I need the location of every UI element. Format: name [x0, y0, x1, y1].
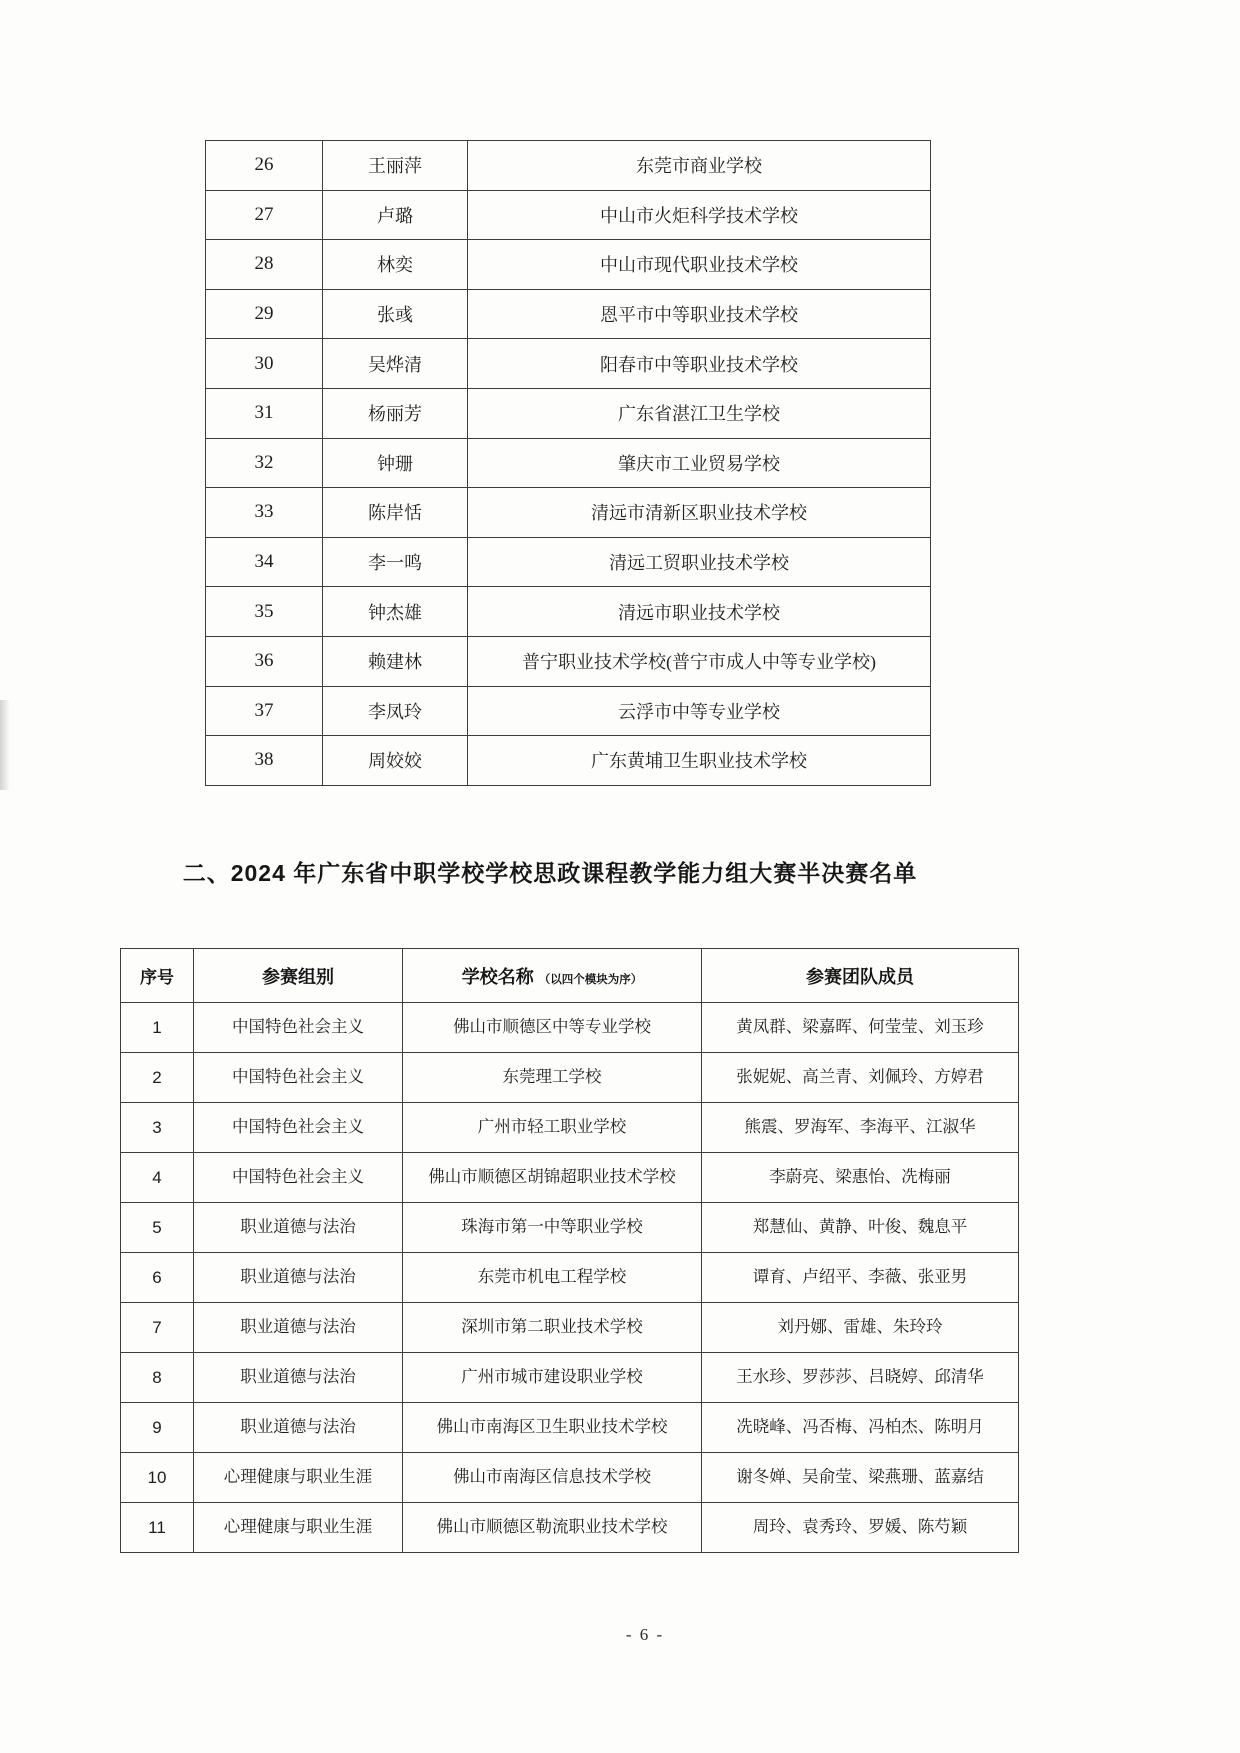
row-number: 34 — [206, 537, 323, 587]
row-number: 2 — [121, 1053, 194, 1103]
contestant-name: 林奕 — [323, 240, 468, 290]
table-row — [206, 190, 931, 240]
school-name: 清远市职业技术学校 — [468, 587, 931, 637]
table-row — [206, 438, 931, 488]
row-number: 1 — [121, 1003, 194, 1053]
header-row — [121, 949, 1019, 1003]
row-number: 6 — [121, 1253, 194, 1303]
row-number: 26 — [206, 141, 323, 191]
school-name — [403, 1053, 702, 1103]
row-number: 9 — [121, 1403, 194, 1453]
group-name: 职业道德与法治 — [194, 1403, 403, 1453]
contestant-name: 钟杰雄 — [323, 587, 468, 637]
school-name: 清远工贸职业技术学校 — [468, 537, 931, 587]
school-name-text: 佛山市顺德区勒流职业技术学校 — [436, 1517, 668, 1537]
row-number: 5 — [121, 1203, 194, 1253]
school-name-text: 珠海市第一中等职业学校 — [461, 1217, 643, 1237]
row-number: 27 — [206, 190, 323, 240]
individual-table-body — [206, 141, 931, 786]
school-name — [403, 1403, 702, 1453]
group-name: 心理健康与职业生涯 — [194, 1453, 403, 1503]
school-name-text: 佛山市顺德区胡锦超职业技术学校 — [428, 1167, 676, 1187]
contestant-name: 李凤玲 — [323, 686, 468, 736]
table-row — [121, 1103, 1019, 1153]
contestant-name: 陈岸恬 — [323, 488, 468, 538]
school-name: 广东黄埔卫生职业技术学校 — [468, 736, 931, 786]
school-name-text: 深圳市第二职业技术学校 — [461, 1317, 643, 1337]
header-members: 参赛团队成员 — [702, 949, 1019, 1003]
school-name — [403, 1353, 702, 1403]
table-row — [206, 488, 931, 538]
school-name — [403, 1103, 702, 1153]
row-number: 38 — [206, 736, 323, 786]
group-name: 职业道德与法治 — [194, 1353, 403, 1403]
table-row — [206, 537, 931, 587]
row-number: 30 — [206, 339, 323, 389]
table-row — [206, 686, 931, 736]
team-members: 刘丹娜、雷雄、朱玲玲 — [702, 1303, 1019, 1353]
table-row — [121, 1153, 1019, 1203]
group-name: 职业道德与法治 — [194, 1303, 403, 1353]
row-number: 33 — [206, 488, 323, 538]
school-name: 普宁职业技术学校(普宁市成人中等专业学校) — [468, 636, 931, 686]
team-members: 冼晓峰、冯否梅、冯柏杰、陈明月 — [702, 1403, 1019, 1453]
table-row — [206, 141, 931, 191]
header-school-note: （以四个模块为序） — [538, 973, 643, 986]
individual-semifinal-table — [205, 140, 931, 786]
school-name: 中山市火炬科学技术学校 — [468, 190, 931, 240]
team-members: 张妮妮、高兰青、刘佩玲、方婷君 — [702, 1053, 1019, 1103]
school-name-text: 广州市城市建设职业学校 — [461, 1367, 643, 1387]
row-number: 28 — [206, 240, 323, 290]
team-table-header — [121, 949, 1019, 1003]
row-number: 10 — [121, 1453, 194, 1503]
table-row — [206, 240, 931, 290]
table-row — [121, 1403, 1019, 1453]
group-name: 心理健康与职业生涯 — [194, 1503, 403, 1553]
school-name-text: 东莞市机电工程学校 — [477, 1267, 627, 1287]
scan-artifact — [0, 700, 10, 790]
school-name — [403, 1253, 702, 1303]
contestant-name: 李一鸣 — [323, 537, 468, 587]
row-number: 7 — [121, 1303, 194, 1353]
table-row — [121, 1303, 1019, 1353]
table-row — [121, 1503, 1019, 1553]
row-number: 37 — [206, 686, 323, 736]
table-row — [206, 636, 931, 686]
row-number: 8 — [121, 1353, 194, 1403]
school-name: 云浮市中等专业学校 — [468, 686, 931, 736]
contestant-name: 周姣姣 — [323, 736, 468, 786]
group-name: 职业道德与法治 — [194, 1203, 403, 1253]
row-number: 3 — [121, 1103, 194, 1153]
row-number: 36 — [206, 636, 323, 686]
team-semifinal-table — [120, 948, 1019, 1553]
row-number: 11 — [121, 1503, 194, 1553]
table-row — [121, 1003, 1019, 1053]
team-members: 李蔚亮、梁惠怡、冼梅丽 — [702, 1153, 1019, 1203]
school-name — [403, 1003, 702, 1053]
row-number: 35 — [206, 587, 323, 637]
school-name-text: 佛山市南海区卫生职业技术学校 — [436, 1417, 668, 1437]
row-number: 29 — [206, 289, 323, 339]
school-name: 恩平市中等职业技术学校 — [468, 289, 931, 339]
school-name-text: 佛山市顺德区中等专业学校 — [453, 1017, 651, 1037]
team-members: 黄凤群、梁嘉晖、何莹莹、刘玉珍 — [702, 1003, 1019, 1053]
table-row — [206, 736, 931, 786]
header-no: 序号 — [121, 949, 194, 1003]
contestant-name: 赖建林 — [323, 636, 468, 686]
school-name — [403, 1453, 702, 1503]
school-name: 东莞市商业学校 — [468, 141, 931, 191]
group-name: 中国特色社会主义 — [194, 1153, 403, 1203]
header-school — [403, 949, 702, 1003]
group-name: 中国特色社会主义 — [194, 1103, 403, 1153]
header-school-label: 学校名称 — [461, 966, 534, 987]
contestant-name: 钟珊 — [323, 438, 468, 488]
team-members: 谭育、卢绍平、李薇、张亚男 — [702, 1253, 1019, 1303]
row-number: 32 — [206, 438, 323, 488]
header-group: 参赛组别 — [194, 949, 403, 1003]
contestant-name: 杨丽芳 — [323, 388, 468, 438]
group-name: 中国特色社会主义 — [194, 1003, 403, 1053]
table-row — [206, 289, 931, 339]
team-members: 谢冬婵、吴俞莹、梁燕珊、蓝嘉结 — [702, 1453, 1019, 1503]
team-members: 郑慧仙、黄静、叶俊、魏息平 — [702, 1203, 1019, 1253]
school-name-text: 广州市轻工职业学校 — [477, 1117, 627, 1137]
school-name-text: 佛山市南海区信息技术学校 — [453, 1467, 651, 1487]
table-row — [206, 587, 931, 637]
school-name: 阳春市中等职业技术学校 — [468, 339, 931, 389]
contestant-name: 张彧 — [323, 289, 468, 339]
group-name: 中国特色社会主义 — [194, 1053, 403, 1103]
contestant-name: 卢璐 — [323, 190, 468, 240]
table-row — [206, 388, 931, 438]
row-number: 4 — [121, 1153, 194, 1203]
contestant-name: 王丽萍 — [323, 141, 468, 191]
table-row — [121, 1053, 1019, 1103]
school-name: 肇庆市工业贸易学校 — [468, 438, 931, 488]
contestant-name: 吴烨清 — [323, 339, 468, 389]
team-members: 周玲、袁秀玲、罗媛、陈芍颖 — [702, 1503, 1019, 1553]
page-number: - 6 - — [625, 1625, 665, 1644]
school-name-text: 东莞理工学校 — [502, 1067, 602, 1087]
school-name: 中山市现代职业技术学校 — [468, 240, 931, 290]
school-name: 广东省湛江卫生学校 — [468, 388, 931, 438]
school-name: 清远市清新区职业技术学校 — [468, 488, 931, 538]
team-members: 熊震、罗海军、李海平、江淑华 — [702, 1103, 1019, 1153]
table-row — [121, 1353, 1019, 1403]
table-row — [121, 1203, 1019, 1253]
school-name — [403, 1153, 702, 1203]
table-row — [121, 1453, 1019, 1503]
table-row — [206, 339, 931, 389]
section-title: 二、2024 年广东省中职学校学校思政课程教学能力组大赛半决赛名单 — [182, 860, 918, 886]
table-row — [121, 1253, 1019, 1303]
row-number: 31 — [206, 388, 323, 438]
team-table-body — [121, 1003, 1019, 1553]
school-name — [403, 1203, 702, 1253]
group-name: 职业道德与法治 — [194, 1253, 403, 1303]
team-members: 王水珍、罗莎莎、吕晓婷、邱清华 — [702, 1353, 1019, 1403]
school-name — [403, 1503, 702, 1553]
school-name — [403, 1303, 702, 1353]
